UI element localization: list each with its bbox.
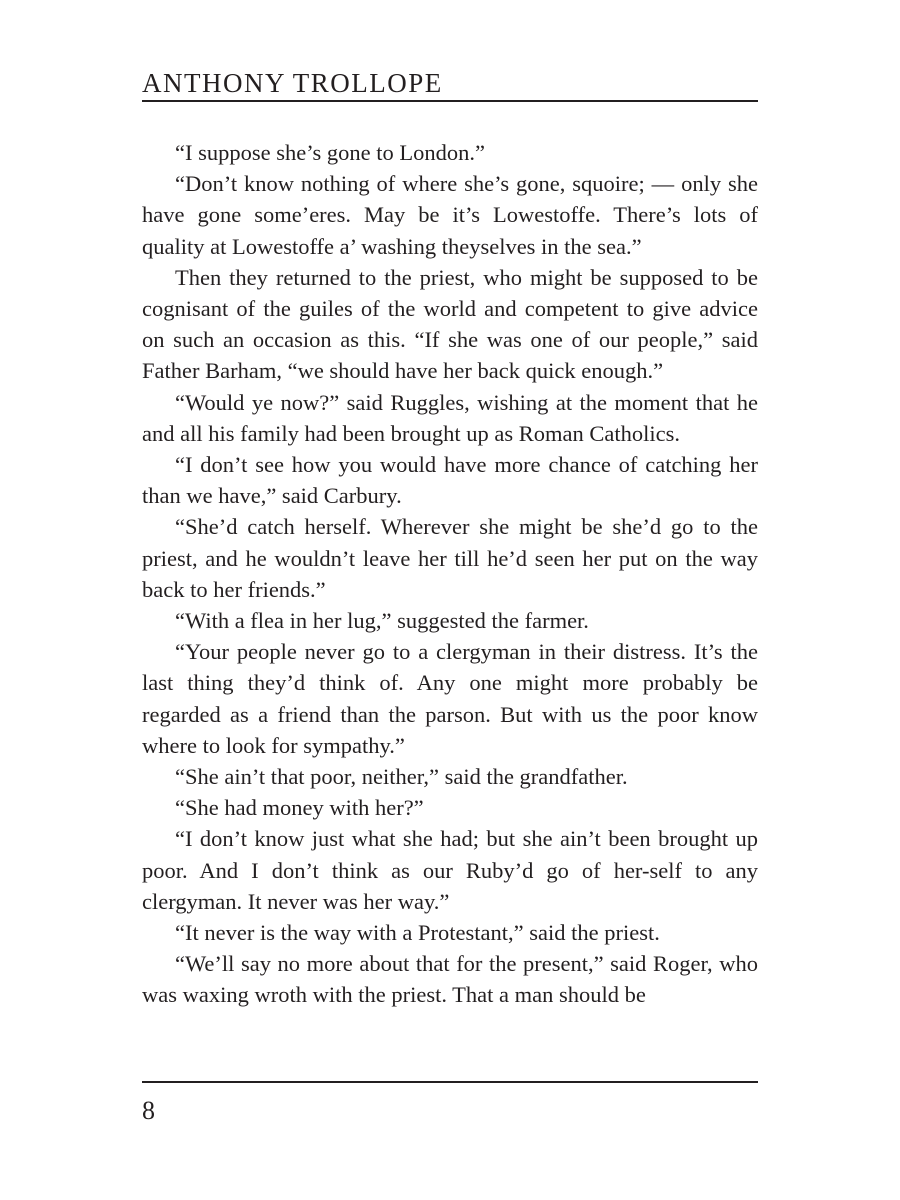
paragraph: “She had money with her?”	[175, 795, 424, 821]
page-number: 8	[142, 1096, 155, 1125]
paragraph: “Your people never go to a clergyman in their distress. It’s the last thing they’d think of. Any one might more probably be regarded as a friend than the parson. But with us the poor know where to look for sympathy.”	[142, 639, 758, 758]
paragraph: “Would ye now?” said Ruggles, wishing at the moment that he and all his family had been brought up as Roman Catholics.	[142, 389, 758, 446]
running-head-title: ANTHONY TROLLOPE	[142, 68, 443, 98]
paragraph: “I don’t know just what she had; but she ain’t been brought up poor. And I don’t think as our Ruby’d go of her-self to any clergyman. It never was her way.”	[142, 826, 758, 914]
paragraph: “With a flea in her lug,” suggested the farmer.	[175, 608, 589, 634]
paragraph: Then they returned to the priest, who might be supposed to be cognisant of the guiles of the world and competent to give advice on such an occasion as this. “If she was one of our people,” said Father Barham, “we should have her back quick enough.”	[142, 264, 758, 384]
paragraph: “I suppose she’s gone to London.”	[175, 140, 485, 165]
paragraph: “We’ll say no more about that for the present,” said Roger, who was waxing wroth with the priest. That a man should be	[142, 951, 758, 1008]
paragraph: “It never is the way with a Protestant,” said the priest.	[175, 920, 660, 946]
paragraph: “I don’t see how you would have more chance of catching her than we have,” said Carbury.	[142, 452, 758, 509]
paragraph: “She ain’t that poor, neither,” said the grandfather.	[175, 764, 628, 790]
body-text	[142, 137, 758, 1011]
paragraph: “Don’t know nothing of where she’s gone, squoire; — only she have gone some’eres. May be it’s Lowestoffe. There’s lots of quality at Lowestoffe a’ washing theyselves in the sea.”	[142, 171, 758, 259]
header-rule	[142, 100, 758, 102]
footer-rule	[142, 1081, 758, 1083]
paragraph: “She’d catch herself. Wherever she might be she’d go to the priest, and he wouldn’t leave her till he’d seen her put on the way back to her friends.”	[142, 514, 758, 602]
